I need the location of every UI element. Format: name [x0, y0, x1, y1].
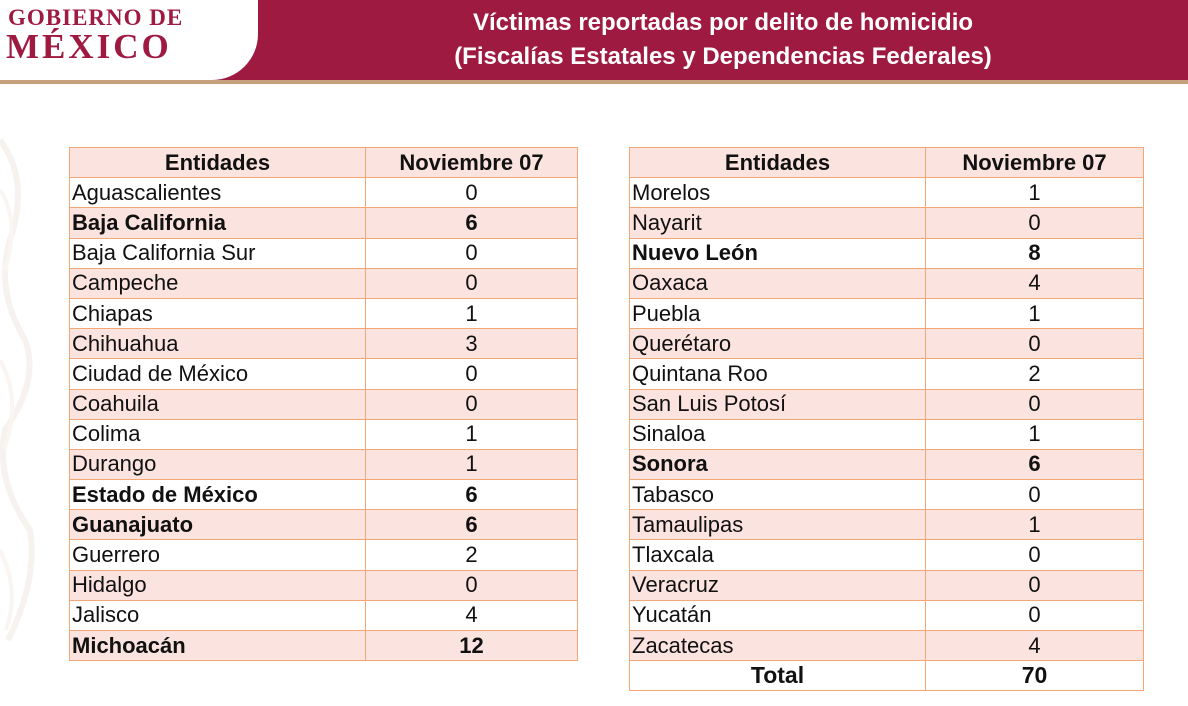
- entity-name-cell: Nuevo León: [630, 238, 926, 268]
- total-row: [630, 661, 1144, 691]
- victim-count-cell: 1: [926, 419, 1144, 449]
- government-logo: [0, 0, 258, 80]
- table-row: [70, 178, 578, 208]
- victim-count-cell: 0: [926, 389, 1144, 419]
- table-row: [630, 631, 1144, 661]
- entity-name-cell: Sonora: [630, 449, 926, 479]
- title-line-1: Víctimas reportadas por delito de homicidio: [472, 9, 974, 36]
- victim-count-cell: 6: [366, 208, 578, 238]
- entity-name-cell: Chiapas: [70, 298, 366, 328]
- entity-name-cell: Yucatán: [630, 600, 926, 630]
- table-row: [70, 208, 578, 238]
- victim-count-cell: 0: [366, 238, 578, 268]
- title-line-2: (Fiscalías Estatales y Dependencias Federales): [454, 43, 992, 70]
- victim-count-cell: 3: [366, 329, 578, 359]
- victim-count-cell: 1: [366, 419, 578, 449]
- victim-count-cell: 8: [926, 238, 1144, 268]
- table-row: [70, 329, 578, 359]
- victim-count-cell: 4: [926, 268, 1144, 298]
- entity-name-cell: Baja California Sur: [70, 238, 366, 268]
- table-row: [630, 480, 1144, 510]
- watermark-ornament-icon: [0, 100, 40, 700]
- victim-count-cell: 6: [366, 480, 578, 510]
- table-right: [629, 147, 1144, 691]
- victim-count-cell: 0: [366, 268, 578, 298]
- column-header-entity: Entidades: [630, 148, 926, 178]
- table-header-row: [70, 148, 578, 178]
- victim-count-cell: 1: [926, 298, 1144, 328]
- victim-count-cell: 6: [366, 510, 578, 540]
- victim-count-cell: 2: [366, 540, 578, 570]
- victim-count-cell: 0: [926, 570, 1144, 600]
- column-header-entity: Entidades: [70, 148, 366, 178]
- logo-line-1: GOBIERNO DE: [8, 5, 184, 30]
- page-title: [258, 6, 1188, 74]
- table-row: [630, 329, 1144, 359]
- table-row: [70, 510, 578, 540]
- entity-name-cell: Tlaxcala: [630, 540, 926, 570]
- victim-count-cell: 0: [926, 208, 1144, 238]
- table-row: [630, 540, 1144, 570]
- table-row: [70, 449, 578, 479]
- entity-name-cell: Zacatecas: [630, 631, 926, 661]
- table-row: [630, 238, 1144, 268]
- entity-name-cell: Campeche: [70, 268, 366, 298]
- entity-name-cell: Tamaulipas: [630, 510, 926, 540]
- table-row: [70, 631, 578, 661]
- entity-name-cell: Veracruz: [630, 570, 926, 600]
- entity-name-cell: Jalisco: [70, 600, 366, 630]
- victim-count-cell: 0: [366, 178, 578, 208]
- victim-count-cell: 2: [926, 359, 1144, 389]
- table-row: [630, 570, 1144, 600]
- victim-count-cell: 12: [366, 631, 578, 661]
- victim-count-cell: 0: [926, 329, 1144, 359]
- table-row: [70, 570, 578, 600]
- entity-name-cell: Guanajuato: [70, 510, 366, 540]
- table-row: [630, 389, 1144, 419]
- victim-count-cell: 1: [366, 449, 578, 479]
- table-row: [70, 238, 578, 268]
- header-gold-stripe: [0, 80, 1188, 84]
- entity-name-cell: Morelos: [630, 178, 926, 208]
- table-row: [630, 268, 1144, 298]
- entity-name-cell: Durango: [70, 449, 366, 479]
- victim-count-cell: 1: [366, 298, 578, 328]
- entity-name-cell: Nayarit: [630, 208, 926, 238]
- column-header-date: Noviembre 07: [366, 148, 578, 178]
- victim-count-cell: 0: [926, 600, 1144, 630]
- victim-count-cell: 0: [366, 389, 578, 419]
- entity-name-cell: San Luis Potosí: [630, 389, 926, 419]
- table-row: [630, 600, 1144, 630]
- table-row: [630, 449, 1144, 479]
- entity-name-cell: Querétaro: [630, 329, 926, 359]
- victim-count-cell: 1: [926, 510, 1144, 540]
- entity-name-cell: Baja California: [70, 208, 366, 238]
- entity-name-cell: Aguascalientes: [70, 178, 366, 208]
- table-row: [70, 389, 578, 419]
- total-label: Total: [630, 661, 926, 691]
- table-row: [630, 359, 1144, 389]
- victim-count-cell: 6: [926, 449, 1144, 479]
- table-row: [630, 298, 1144, 328]
- table-row: [70, 480, 578, 510]
- entity-name-cell: Coahuila: [70, 389, 366, 419]
- entity-name-cell: Hidalgo: [70, 570, 366, 600]
- table-left: [69, 147, 578, 661]
- entity-name-cell: Oaxaca: [630, 268, 926, 298]
- entity-name-cell: Tabasco: [630, 480, 926, 510]
- victim-count-cell: 0: [366, 359, 578, 389]
- entity-name-cell: Puebla: [630, 298, 926, 328]
- entity-name-cell: Estado de México: [70, 480, 366, 510]
- table-header-row: [630, 148, 1144, 178]
- entity-name-cell: Guerrero: [70, 540, 366, 570]
- total-value: 70: [926, 661, 1144, 691]
- victim-count-cell: 0: [926, 480, 1144, 510]
- table-row: [630, 178, 1144, 208]
- table-row: [70, 298, 578, 328]
- entity-name-cell: Sinaloa: [630, 419, 926, 449]
- table-row: [70, 540, 578, 570]
- victim-count-cell: 1: [926, 178, 1144, 208]
- table-row: [630, 208, 1144, 238]
- table-row: [70, 359, 578, 389]
- table-row: [630, 510, 1144, 540]
- table-row: [630, 419, 1144, 449]
- table-row: [70, 268, 578, 298]
- column-header-date: Noviembre 07: [926, 148, 1144, 178]
- victim-count-cell: 0: [926, 540, 1144, 570]
- logo-line-2: MÉXICO: [6, 27, 172, 66]
- entity-name-cell: Chihuahua: [70, 329, 366, 359]
- entity-name-cell: Ciudad de México: [70, 359, 366, 389]
- victim-count-cell: 4: [366, 600, 578, 630]
- entity-name-cell: Quintana Roo: [630, 359, 926, 389]
- table-row: [70, 600, 578, 630]
- entity-name-cell: Michoacán: [70, 631, 366, 661]
- table-row: [70, 419, 578, 449]
- entity-name-cell: Colima: [70, 419, 366, 449]
- victim-count-cell: 0: [366, 570, 578, 600]
- victim-count-cell: 4: [926, 631, 1144, 661]
